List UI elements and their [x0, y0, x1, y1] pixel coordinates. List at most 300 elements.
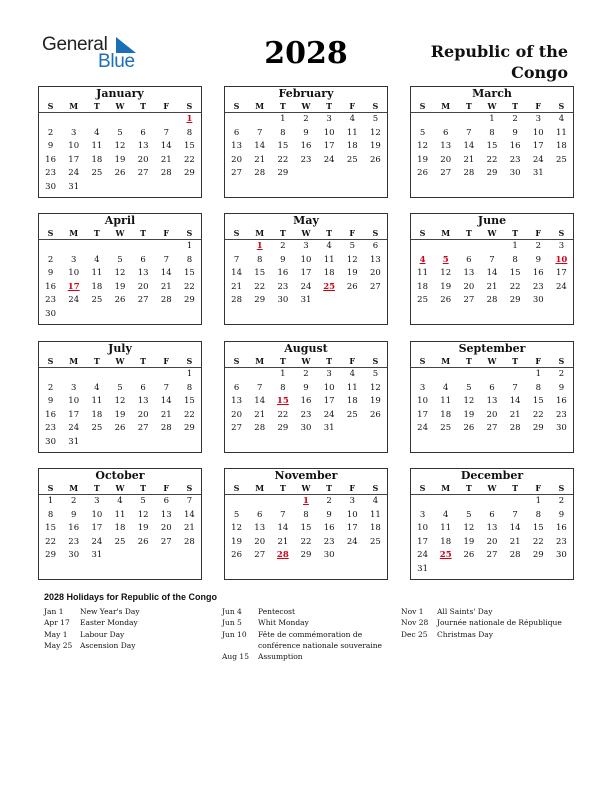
day-cell: 9 — [280, 254, 286, 265]
holiday-row — [44, 629, 224, 640]
day-cell: 26 — [440, 295, 452, 305]
empty-cell — [457, 113, 480, 127]
day-cell: 8 — [280, 382, 286, 393]
day-cell: 21 — [509, 409, 521, 420]
day-cell: 8 — [257, 254, 263, 265]
day-cell: 12 — [417, 141, 428, 151]
day-cell: 22 — [277, 154, 289, 165]
day-cell: 28 — [463, 168, 475, 178]
day-cell: 6 — [140, 382, 146, 393]
day-grid — [225, 113, 387, 181]
day-cell: 18 — [323, 268, 335, 278]
empty-cell — [434, 113, 457, 127]
holiday-name: Whit Monday — [258, 618, 309, 628]
day-cell: 20 — [137, 409, 149, 420]
weekday-label: S — [233, 356, 240, 366]
day-cell: 2 — [558, 496, 565, 506]
holiday-row — [222, 606, 402, 617]
day-cell: 23 — [323, 536, 335, 547]
empty-cell — [271, 495, 294, 509]
day-cell: 9 — [71, 509, 77, 520]
empty-cell — [457, 495, 480, 509]
day-cell: 11 — [114, 509, 126, 520]
day-cell: 20 — [231, 409, 242, 420]
day-cell: 29 — [45, 550, 56, 560]
day-cell: 16 — [45, 281, 56, 292]
weekday-header — [225, 482, 387, 495]
day-cell: 14 — [160, 396, 172, 406]
day-cell: 22 — [532, 536, 544, 547]
day-cell: 24 — [323, 154, 335, 165]
holiday-name: Easter Monday — [80, 618, 138, 628]
day-cell: 3 — [349, 496, 355, 506]
day-cell: 7 — [257, 382, 263, 393]
day-grid — [39, 240, 201, 321]
weekday-label: S — [419, 483, 426, 493]
holiday-column — [222, 606, 402, 662]
day-cell: 19 — [440, 281, 452, 292]
weekday-label: T — [465, 356, 472, 366]
day-cell: 17 — [91, 523, 103, 533]
holiday-row — [401, 629, 581, 640]
weekday-label: F — [163, 356, 170, 366]
day-cell: 11 — [440, 523, 452, 533]
empty-cell — [85, 240, 108, 254]
day-cell: 10 — [68, 396, 80, 406]
day-cell: 12 — [370, 127, 381, 138]
day-grid — [39, 113, 201, 194]
weekday-label: S — [47, 356, 54, 366]
day-cell: 18 — [91, 409, 103, 420]
day-cell: 22 — [277, 409, 289, 420]
day-cell: 26 — [114, 168, 126, 178]
holiday-date: Jun 10 — [222, 629, 247, 639]
day-cell: 19 — [370, 396, 381, 406]
day-cell: 8 — [186, 382, 193, 393]
holiday-date: Nov 1 — [401, 607, 424, 616]
empty-cell — [108, 240, 131, 254]
day-cell: 25 — [91, 168, 103, 178]
day-cell: 21 — [486, 281, 498, 292]
holiday-name: Pentecost — [258, 607, 296, 616]
day-grid — [225, 368, 387, 436]
day-cell: 5 — [372, 114, 379, 124]
day-cell: 22 — [184, 281, 195, 292]
day-cell: 24 — [323, 409, 335, 420]
day-cell: 13 — [137, 268, 149, 278]
day-cell: 14 — [254, 396, 266, 406]
day-cell: 9 — [535, 254, 541, 265]
day-cell: 1 — [280, 114, 286, 124]
empty-cell — [132, 113, 155, 127]
day-cell: 20 — [486, 409, 498, 420]
day-cell: 25 — [417, 295, 428, 305]
holiday-date: Jun 5 — [222, 618, 242, 628]
day-cell: 7 — [233, 254, 240, 265]
day-cell: 13 — [137, 396, 149, 406]
weekday-label: S — [186, 483, 193, 493]
holiday-column — [44, 606, 224, 651]
weekday-header — [39, 227, 201, 240]
day-cell: 24 — [346, 536, 358, 547]
weekday-label: W — [115, 101, 125, 111]
day-cell: 20 — [231, 154, 242, 165]
day-cell: 14 — [463, 141, 475, 151]
day-cell: 26 — [114, 295, 126, 305]
day-cell: 2 — [47, 127, 54, 138]
empty-cell — [248, 495, 271, 509]
weekday-label: T — [140, 356, 147, 366]
day-cell: 20 — [160, 523, 172, 533]
weekday-label: W — [115, 228, 125, 238]
day-cell: 6 — [443, 127, 449, 138]
weekday-header — [411, 100, 573, 113]
day-cell: 17 — [323, 396, 335, 406]
day-cell: 6 — [372, 241, 379, 251]
day-cell: 10 — [417, 523, 428, 533]
weekday-label: T — [93, 101, 100, 111]
weekday-header — [411, 227, 573, 240]
day-cell: 14 — [254, 141, 266, 151]
day-cell: 2 — [303, 114, 309, 124]
day-cell: 26 — [231, 550, 242, 560]
day-cell: 12 — [114, 141, 126, 151]
weekday-label: T — [279, 356, 286, 366]
weekday-label: S — [419, 356, 426, 366]
day-cell: 5 — [140, 496, 146, 506]
day-cell: 28 — [160, 423, 172, 433]
day-cell: 29 — [532, 423, 544, 433]
month-name: February — [278, 87, 334, 100]
day-cell: 8 — [512, 254, 518, 265]
holiday-name: New Year's Day — [80, 607, 140, 616]
day-cell: 8 — [47, 509, 54, 520]
weekday-label: S — [558, 101, 565, 111]
weekday-label: T — [93, 228, 100, 238]
day-cell: 12 — [346, 254, 358, 265]
weekday-label: S — [233, 228, 240, 238]
day-cell: 25 — [440, 423, 452, 433]
empty-cell — [457, 240, 480, 254]
day-cell: 4 — [94, 127, 100, 138]
month-name: March — [472, 87, 512, 100]
weekday-label: M — [69, 356, 79, 366]
day-cell: 13 — [486, 523, 498, 533]
weekday-label: W — [301, 101, 311, 111]
day-grid — [39, 368, 201, 449]
weekday-label: T — [140, 483, 147, 493]
weekday-label: T — [512, 483, 519, 493]
weekday-label: M — [255, 228, 265, 238]
holiday-day-cell: 4 — [419, 254, 426, 265]
day-cell: 23 — [277, 281, 289, 292]
day-cell: 24 — [532, 154, 544, 165]
weekday-label: T — [512, 101, 519, 111]
day-cell: 1 — [186, 241, 193, 251]
day-cell: 4 — [558, 114, 565, 124]
day-cell: 13 — [231, 396, 242, 406]
day-cell: 21 — [254, 154, 266, 165]
day-cell: 20 — [463, 281, 475, 292]
day-cell: 27 — [440, 168, 452, 178]
weekday-label: T — [326, 101, 333, 111]
day-cell: 30 — [68, 550, 80, 560]
month-march — [410, 86, 574, 198]
day-cell: 13 — [486, 396, 498, 406]
day-cell: 14 — [231, 268, 242, 278]
day-cell: 11 — [323, 254, 335, 265]
weekday-label: T — [465, 483, 472, 493]
day-cell: 15 — [254, 268, 266, 278]
empty-cell — [132, 240, 155, 254]
day-cell: 28 — [509, 550, 521, 560]
day-cell: 1 — [535, 496, 541, 506]
day-cell: 15 — [300, 523, 312, 533]
day-cell: 30 — [300, 423, 312, 433]
weekday-header — [225, 355, 387, 368]
weekday-label: T — [279, 228, 286, 238]
weekday-label: S — [47, 483, 54, 493]
day-cell: 25 — [91, 295, 103, 305]
weekday-label: M — [255, 483, 265, 493]
day-cell: 4 — [372, 496, 379, 506]
day-cell: 15 — [184, 141, 195, 151]
holiday-date: Jan 1 — [44, 607, 64, 616]
weekday-header — [225, 100, 387, 113]
day-cell: 2 — [47, 382, 54, 393]
empty-cell — [62, 113, 85, 127]
day-cell: 19 — [463, 536, 475, 547]
day-cell: 20 — [137, 154, 149, 165]
day-cell: 24 — [556, 281, 567, 292]
day-cell: 16 — [532, 268, 544, 278]
day-cell: 26 — [370, 409, 381, 420]
weekday-label: F — [535, 101, 542, 111]
day-cell: 3 — [326, 369, 332, 379]
day-cell: 21 — [184, 523, 195, 533]
day-cell: 18 — [417, 281, 428, 292]
day-cell: 13 — [160, 509, 172, 520]
weekday-label: F — [349, 356, 356, 366]
day-cell: 1 — [47, 496, 54, 506]
day-cell: 26 — [370, 154, 381, 165]
day-cell: 9 — [47, 268, 54, 278]
empty-cell — [108, 368, 131, 382]
day-cell: 27 — [231, 423, 242, 433]
empty-cell — [62, 240, 85, 254]
day-cell: 6 — [257, 509, 263, 520]
day-cell: 3 — [419, 382, 426, 393]
day-cell: 12 — [137, 509, 149, 520]
day-cell: 31 — [68, 181, 80, 192]
day-cell: 7 — [257, 127, 263, 138]
day-cell: 3 — [419, 509, 426, 520]
month-name: April — [104, 214, 136, 227]
day-cell: 11 — [91, 141, 103, 151]
holiday-day-cell: 1 — [256, 241, 263, 251]
day-cell: 16 — [556, 523, 567, 533]
day-cell: 2 — [558, 369, 565, 379]
weekday-label: W — [487, 483, 497, 493]
weekday-label: T — [326, 356, 333, 366]
day-cell: 15 — [532, 396, 544, 406]
empty-cell — [155, 240, 178, 254]
day-cell: 24 — [417, 423, 428, 433]
weekday-header — [225, 227, 387, 240]
weekday-label: F — [535, 356, 542, 366]
day-cell: 11 — [417, 268, 428, 278]
weekday-label: M — [255, 356, 265, 366]
day-cell: 9 — [47, 396, 54, 406]
day-cell: 18 — [346, 396, 358, 406]
empty-cell — [248, 368, 271, 382]
empty-cell — [39, 240, 62, 254]
weekday-label: F — [163, 483, 170, 493]
day-cell: 12 — [463, 396, 475, 406]
day-cell: 20 — [486, 536, 498, 547]
day-cell: 4 — [443, 382, 449, 393]
holiday-day-cell: 5 — [442, 254, 449, 265]
holiday-row — [401, 617, 581, 628]
day-cell: 6 — [140, 254, 146, 265]
month-october — [38, 468, 202, 580]
weekday-label: M — [69, 483, 79, 493]
day-cell: 1 — [535, 369, 541, 379]
month-august — [224, 341, 388, 453]
empty-cell — [411, 495, 434, 509]
day-cell: 26 — [417, 168, 428, 178]
day-cell: 2 — [512, 114, 518, 124]
weekday-label: M — [255, 101, 265, 111]
day-cell: 7 — [163, 254, 169, 265]
holiday-row — [222, 629, 402, 652]
day-cell: 17 — [300, 268, 312, 278]
empty-cell — [248, 113, 271, 127]
weekday-label: T — [512, 228, 519, 238]
day-cell: 25 — [114, 536, 126, 547]
day-cell: 28 — [254, 423, 266, 433]
day-grid — [39, 495, 201, 563]
weekday-label: F — [535, 483, 542, 493]
day-cell: 15 — [486, 141, 498, 151]
day-cell: 21 — [463, 154, 475, 165]
day-cell: 27 — [137, 423, 149, 433]
day-cell: 13 — [231, 141, 242, 151]
day-cell: 17 — [417, 409, 428, 420]
weekday-label: M — [441, 483, 451, 493]
day-cell: 12 — [231, 523, 242, 533]
day-cell: 14 — [509, 396, 521, 406]
day-cell: 6 — [233, 127, 240, 138]
day-cell: 7 — [512, 382, 518, 393]
day-cell: 8 — [280, 127, 286, 138]
day-cell: 22 — [184, 154, 195, 165]
month-name: December — [460, 469, 524, 482]
day-cell: 31 — [532, 168, 544, 178]
day-cell: 23 — [556, 409, 567, 420]
day-cell: 18 — [91, 154, 103, 165]
day-cell: 29 — [486, 168, 498, 178]
month-name: November — [274, 469, 338, 482]
weekday-label: M — [441, 356, 451, 366]
day-cell: 27 — [137, 295, 149, 305]
day-cell: 7 — [163, 127, 169, 138]
month-name: July — [108, 342, 132, 355]
month-may — [224, 213, 388, 325]
day-cell: 28 — [231, 295, 242, 305]
day-cell: 16 — [300, 141, 312, 151]
day-cell: 15 — [45, 523, 56, 533]
empty-cell — [85, 368, 108, 382]
empty-cell — [225, 113, 248, 127]
weekday-label: S — [372, 101, 379, 111]
day-cell: 30 — [323, 550, 335, 560]
day-cell: 10 — [68, 141, 80, 151]
day-cell: 13 — [254, 523, 266, 533]
weekday-label: T — [512, 356, 519, 366]
holiday-day-cell: 17 — [67, 281, 80, 292]
weekday-label: S — [372, 483, 379, 493]
day-cell: 9 — [326, 509, 332, 520]
day-cell: 30 — [45, 436, 56, 447]
day-cell: 27 — [463, 295, 475, 305]
day-cell: 17 — [532, 141, 544, 151]
day-cell: 30 — [509, 168, 521, 178]
day-cell: 4 — [349, 369, 355, 379]
day-cell: 5 — [372, 369, 379, 379]
holiday-name: All Saints' Day — [437, 607, 493, 616]
day-cell: 28 — [160, 295, 172, 305]
empty-cell — [225, 495, 248, 509]
day-cell: 8 — [186, 254, 193, 265]
day-cell: 21 — [160, 409, 172, 420]
day-cell: 9 — [303, 382, 309, 393]
day-cell: 27 — [486, 423, 498, 433]
day-cell: 25 — [370, 536, 381, 547]
holiday-row — [222, 617, 402, 628]
weekday-label: T — [465, 101, 472, 111]
weekday-label: W — [487, 356, 497, 366]
empty-cell — [457, 368, 480, 382]
holiday-day-cell: 25 — [439, 550, 452, 560]
day-cell: 4 — [326, 241, 332, 251]
day-cell: 2 — [280, 241, 286, 251]
day-cell: 30 — [532, 295, 544, 305]
day-cell: 14 — [184, 509, 195, 520]
weekday-label: T — [279, 483, 286, 493]
holiday-day-cell: 1 — [303, 496, 309, 506]
day-cell: 10 — [68, 268, 80, 278]
day-cell: 15 — [184, 268, 195, 278]
month-april — [38, 213, 202, 325]
day-cell: 14 — [277, 523, 289, 533]
day-cell: 31 — [300, 295, 312, 305]
month-september — [410, 341, 574, 453]
month-name: May — [293, 214, 319, 227]
day-cell: 28 — [254, 168, 266, 178]
weekday-label: T — [326, 483, 333, 493]
weekday-header — [411, 355, 573, 368]
weekday-label: T — [140, 101, 147, 111]
empty-cell — [480, 240, 503, 254]
day-cell: 24 — [68, 168, 80, 178]
day-grid — [411, 240, 573, 308]
day-cell: 25 — [346, 154, 358, 165]
day-cell: 20 — [137, 281, 149, 292]
day-cell: 8 — [303, 509, 309, 520]
holiday-name: Journée nationale de République — [437, 618, 562, 628]
day-cell: 10 — [532, 127, 544, 138]
